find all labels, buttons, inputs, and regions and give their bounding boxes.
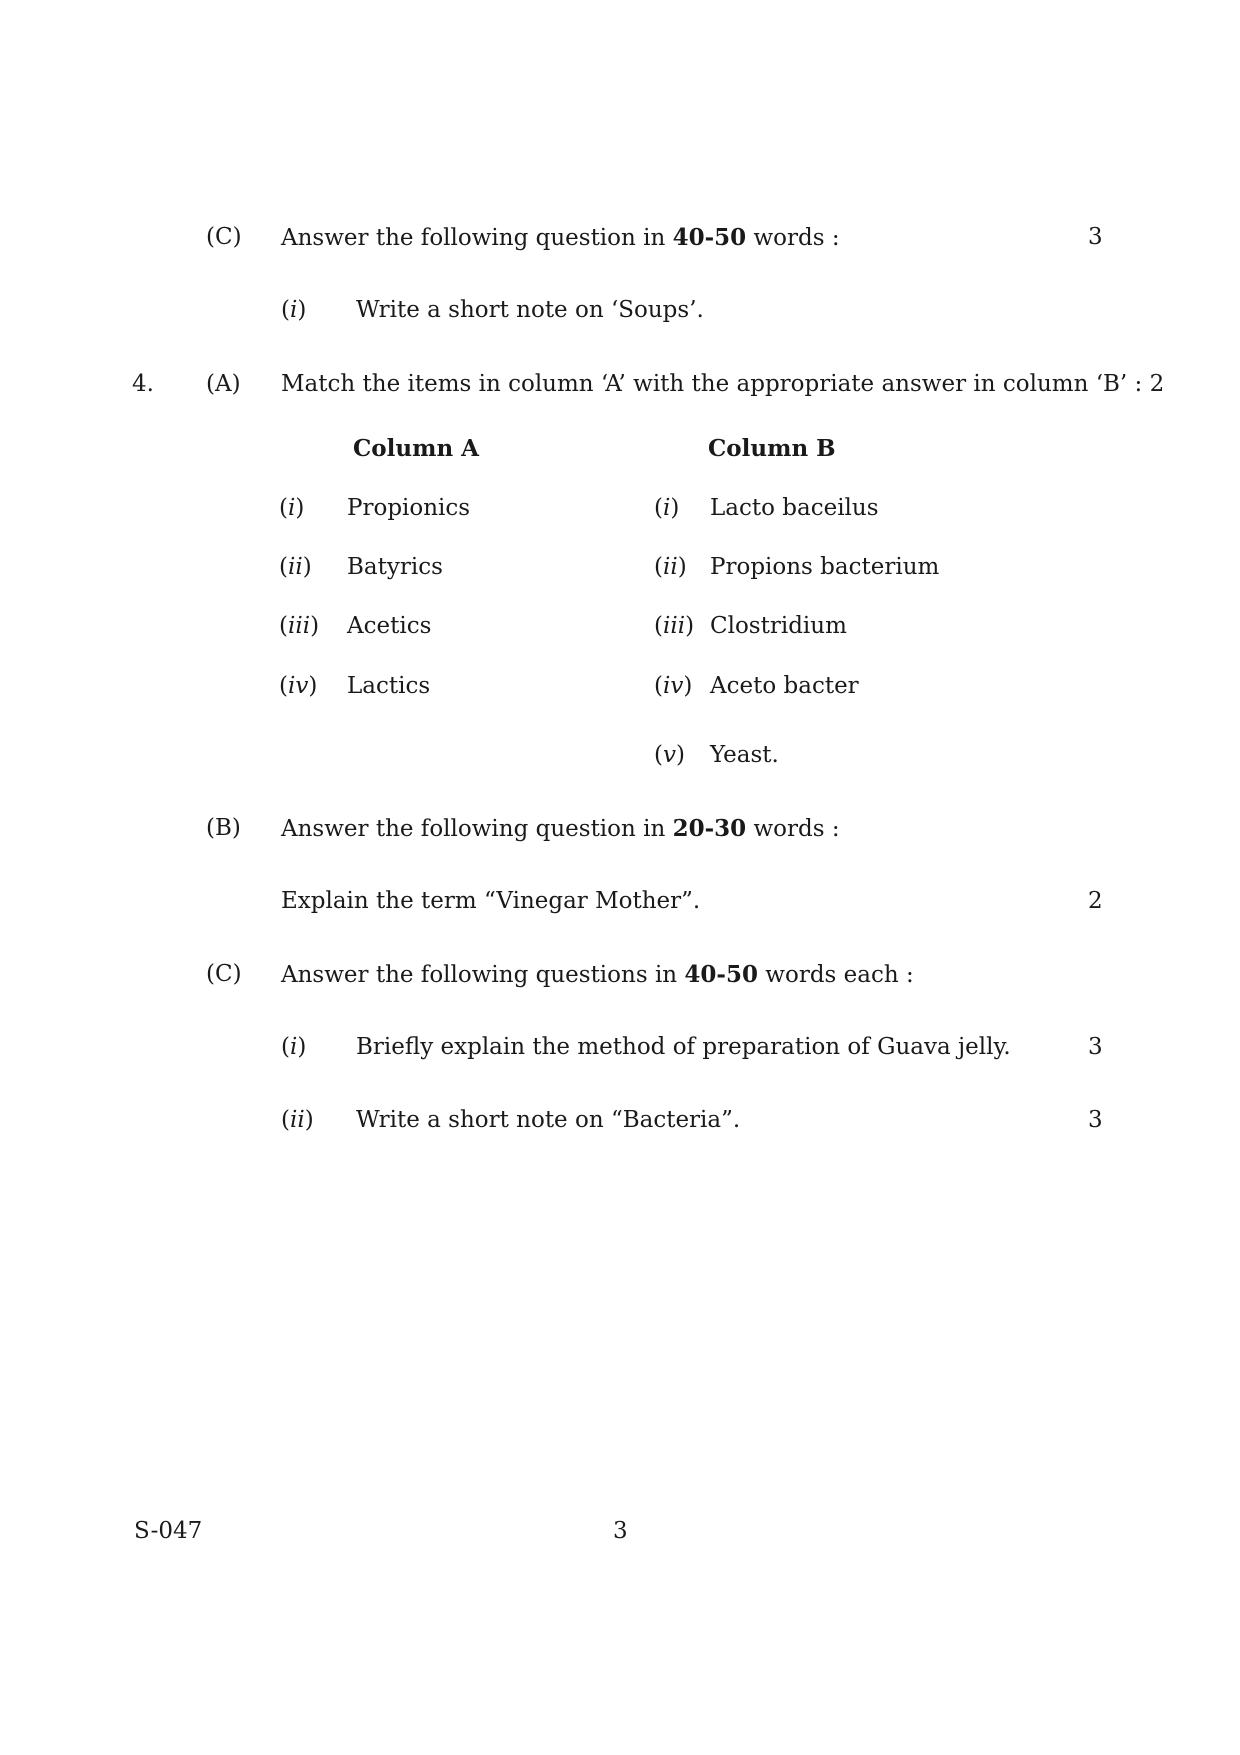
q4c-sub-num: (i)	[281, 1034, 307, 1060]
col-a-num: (i)	[279, 495, 305, 521]
q4c-label: (C)	[206, 961, 242, 987]
q4c-sub-num: (ii)	[281, 1107, 314, 1133]
q3c-instruction: Answer the following question in 40-50 words :	[281, 224, 840, 251]
col-a-item: Batyrics	[347, 554, 443, 580]
q3c-marks: 3	[1088, 224, 1103, 250]
col-b-item: Aceto bacter	[710, 673, 859, 699]
q4a-label: (A)	[206, 371, 241, 397]
col-a-num: (iii)	[279, 613, 320, 639]
footer-code: S-047	[134, 1518, 203, 1544]
q4b-instruction: Answer the following question in 20-30 words :	[281, 815, 840, 842]
col-b-num: (iii)	[654, 613, 695, 639]
column-b-header: Column B	[708, 435, 836, 462]
q3c-sub-text: Write a short note on ‘Soups’.	[356, 297, 704, 323]
col-b-item: Clostridium	[710, 613, 847, 639]
col-a-item: Acetics	[347, 613, 432, 639]
col-b-num: (i)	[654, 495, 680, 521]
col-b-item: Yeast.	[710, 742, 779, 768]
col-b-item: Lacto baceilus	[710, 495, 879, 521]
column-a-header: Column A	[353, 435, 480, 462]
col-a-num: (iv)	[279, 673, 318, 699]
q4a-instruction: Match the items in column ‘A’ with the appropriate answer in column ‘B’ : 2	[281, 371, 1165, 397]
col-a-num: (ii)	[279, 554, 312, 580]
col-a-item: Propionics	[347, 495, 471, 521]
col-b-num: (iv)	[654, 673, 693, 699]
q4c-sub-text: Write a short note on “Bacteria”.	[356, 1107, 741, 1133]
q3c-label: (C)	[206, 224, 242, 250]
q4b-marks: 2	[1088, 888, 1103, 914]
col-a-item: Lactics	[347, 673, 431, 699]
col-b-num: (v)	[654, 742, 685, 768]
page-number: 3	[613, 1518, 628, 1544]
q4c-sub-text: Briefly explain the method of preparation of Guava jelly.	[356, 1034, 1011, 1060]
col-b-item: Propions bacterium	[710, 554, 940, 580]
q4-number: 4.	[132, 371, 154, 397]
q4b-question: Explain the term “Vinegar Mother”.	[281, 888, 701, 914]
q3c-sub-num: (i)	[281, 297, 307, 323]
q4c-sub-marks: 3	[1088, 1034, 1103, 1060]
col-b-num: (ii)	[654, 554, 687, 580]
q4c-sub-marks: 3	[1088, 1107, 1103, 1133]
q4b-label: (B)	[206, 815, 241, 841]
q4c-instruction: Answer the following questions in 40-50 words each :	[281, 961, 914, 988]
